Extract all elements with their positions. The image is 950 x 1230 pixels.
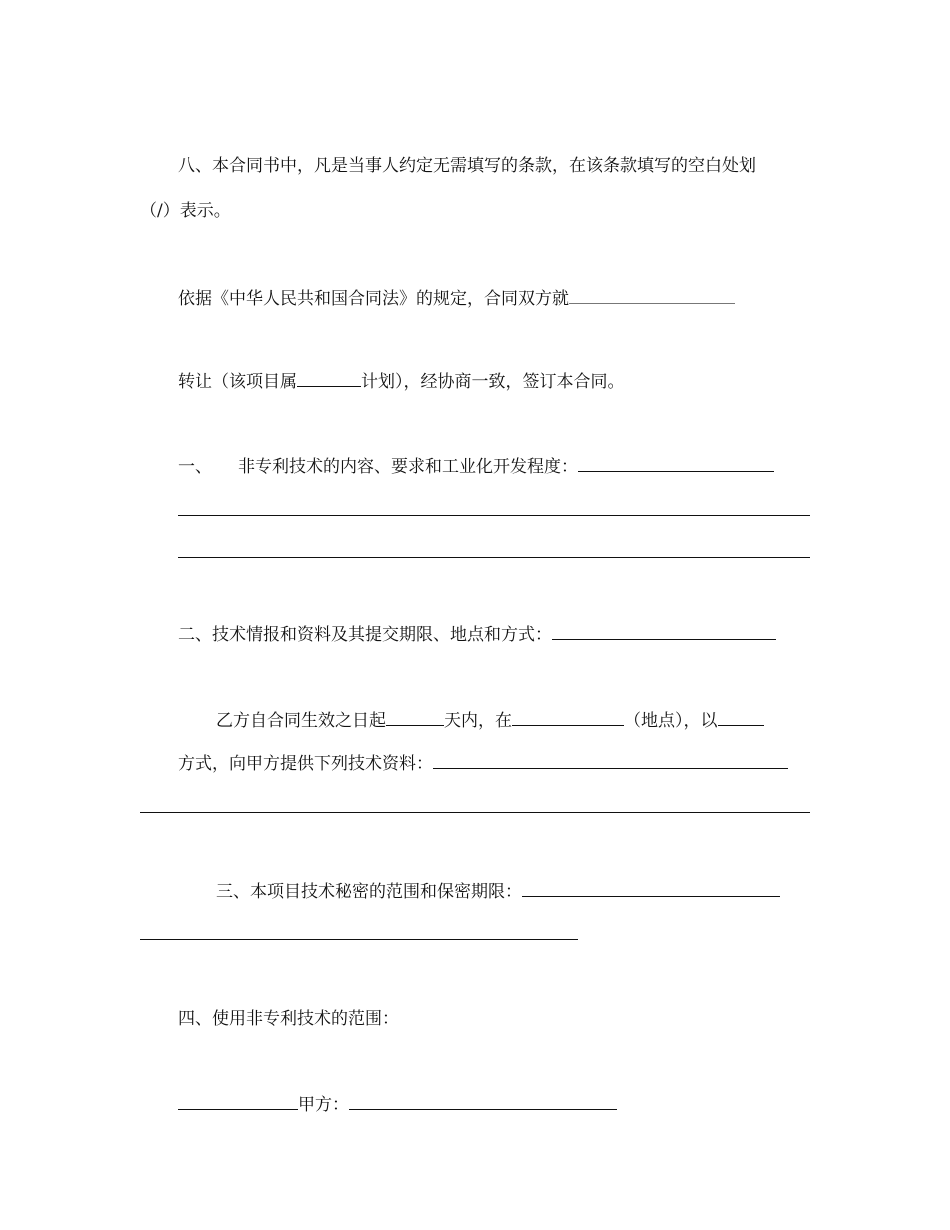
method-blank[interactable] — [718, 709, 764, 726]
clause8-line1 — [178, 155, 756, 177]
subject-blank[interactable] — [569, 287, 735, 304]
location-blank[interactable] — [512, 709, 624, 726]
signature-left-blank[interactable] — [178, 1093, 298, 1110]
section1-rule-1[interactable] — [178, 515, 810, 516]
section3-label: 三、本项目技术秘密的范围和保密期限： — [216, 882, 522, 902]
section1-label: 非专利技术的内容、要求和工业化开发程度： — [238, 457, 578, 477]
section2-heading — [178, 623, 776, 645]
section2-text-2: 方式，向甲方提供下列技术资料： — [178, 754, 433, 774]
section1-number: 一、 — [178, 457, 212, 477]
preamble-text-1: 依据《中华人民共和国合同法》的规定，合同双方就 — [178, 289, 569, 309]
clause8-text-2: （/）表示。 — [140, 201, 231, 221]
section2-text-1c: （地点），以 — [624, 711, 718, 731]
clause8-line2 — [140, 200, 231, 222]
section2-blank[interactable] — [552, 623, 776, 640]
section2-text-1b: 天内，在 — [444, 711, 512, 731]
section4-label: 四、使用非专利技术的范围： — [178, 1009, 399, 1029]
signature-line — [178, 1093, 617, 1115]
section2-rule[interactable] — [140, 812, 810, 813]
preamble-line2 — [178, 370, 625, 392]
section3-rule[interactable] — [140, 939, 578, 940]
days-blank[interactable] — [386, 709, 444, 726]
section2-line2 — [178, 752, 788, 774]
section4-heading — [178, 1008, 399, 1030]
section2-line1 — [216, 709, 764, 731]
section3-blank[interactable] — [522, 880, 780, 897]
materials-blank[interactable] — [433, 752, 788, 769]
section3-heading — [216, 880, 780, 902]
section2-label: 二、技术情报和资料及其提交期限、地点和方式： — [178, 625, 552, 645]
party-a-blank[interactable] — [349, 1093, 617, 1110]
preamble-text-2a: 转让（该项目属 — [178, 372, 297, 392]
clause8-text-1: 八、本合同书中，凡是当事人约定无需填写的条款，在该条款填写的空白处划 — [178, 156, 756, 176]
section1-rule-2[interactable] — [178, 557, 810, 558]
plan-blank[interactable] — [297, 370, 361, 387]
section1-blank[interactable] — [578, 455, 774, 472]
preamble-text-2b: 计划），经协商一致，签订本合同。 — [361, 372, 625, 392]
section2-text-1a: 乙方自合同生效之日起 — [216, 711, 386, 731]
section1-heading — [178, 455, 774, 477]
party-a-label: 甲方： — [298, 1095, 349, 1115]
preamble-line1 — [178, 287, 735, 309]
